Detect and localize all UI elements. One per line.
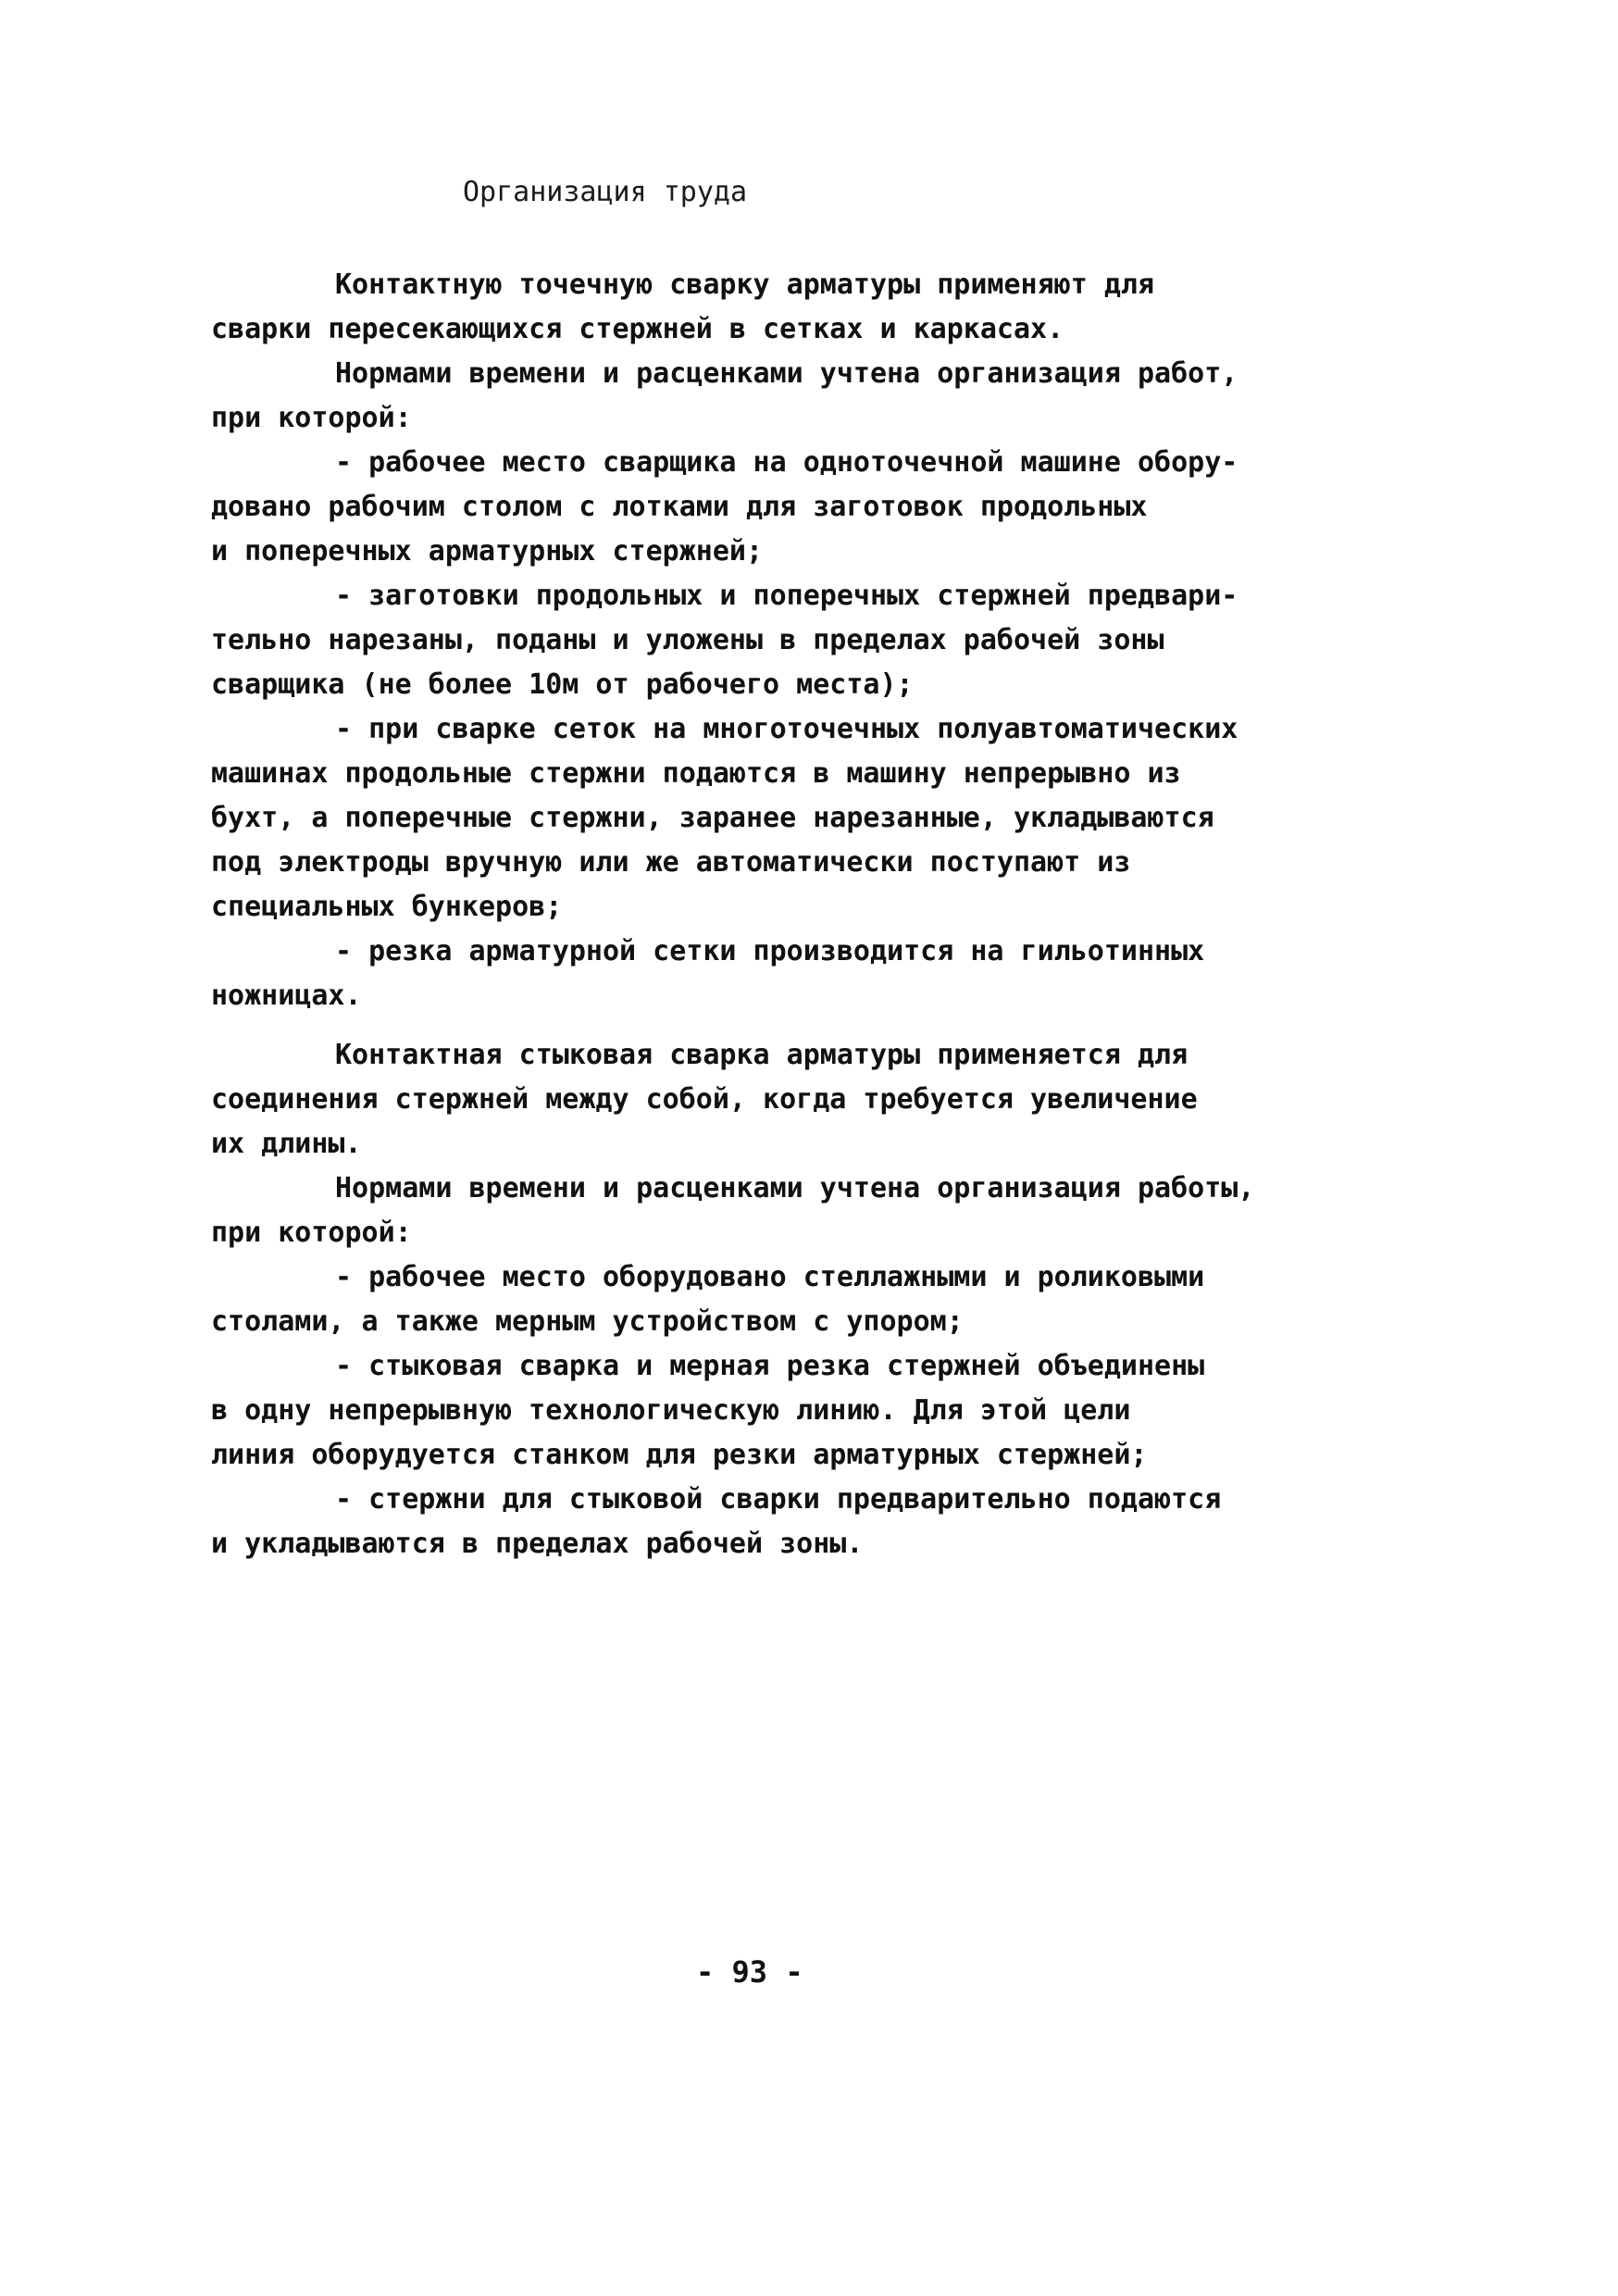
text-line: - стержни для стыковой сварки предварительно подаются <box>335 1483 1222 1516</box>
text-line: - рабочее место оборудовано стеллажными и роликовыми <box>335 1261 1205 1293</box>
text-line: Контактную точечную сварку арматуры применяют для <box>335 268 1155 301</box>
text-line: в одну непрерывную технологическую линию. Для этой цели <box>211 1394 1131 1427</box>
text-line: довано рабочим столом с лотками для заготовок продольных <box>211 491 1148 523</box>
text-line: сварщика (не более 10м от рабочего места); <box>211 668 914 701</box>
text-line: тельно нарезаны, поданы и уложены в пределах рабочей зоны <box>211 624 1164 656</box>
text-line: при которой: <box>211 402 412 434</box>
text-line: - заготовки продольных и поперечных стержней предвари- <box>335 580 1238 612</box>
text-line: соединения стержней между собой, когда требуется увеличение <box>211 1083 1198 1116</box>
text-line: Нормами времени и расценками учтена организация работ, <box>335 357 1238 390</box>
text-line: Контактная стыковая сварка арматуры применяется для <box>335 1039 1189 1071</box>
text-line: столами, а также мерным устройством с упором; <box>211 1305 964 1338</box>
text-line: - стыковая сварка и мерная резка стержней объединены <box>335 1350 1205 1382</box>
text-line: под электроды вручную или же автоматически поступают из <box>211 846 1131 879</box>
text-line: - резка арматурной сетки производится на гильотинных <box>335 935 1205 967</box>
text-line: и поперечных арматурных стержней; <box>211 535 764 568</box>
text-line: линия оборудуется станком для резки арматурных стержней; <box>211 1439 1148 1471</box>
page-number: - 93 - <box>696 1954 803 1990</box>
text-line: - при сварке сеток на многоточечных полуавтоматических <box>335 713 1238 745</box>
section-heading: Организация труда <box>463 176 748 208</box>
text-line: и укладываются в пределах рабочей зоны. <box>211 1528 864 1560</box>
text-line: сварки пересекающихся стержней в сетках и каркасах. <box>211 313 1064 345</box>
text-line: ножницах. <box>211 980 362 1012</box>
text-line: бухт, а поперечные стержни, заранее нарезанные, укладываются <box>211 802 1214 834</box>
text-line: специальных бункеров; <box>211 891 563 923</box>
text-line: - рабочее место сварщика на одноточечной машине обору- <box>335 446 1238 479</box>
text-line: Нормами времени и расценками учтена организация работы, <box>335 1172 1255 1204</box>
text-line: при которой: <box>211 1217 412 1249</box>
text-line: машинах продольные стержни подаются в машину непрерывно из <box>211 757 1181 790</box>
text-line: их длины. <box>211 1128 362 1160</box>
